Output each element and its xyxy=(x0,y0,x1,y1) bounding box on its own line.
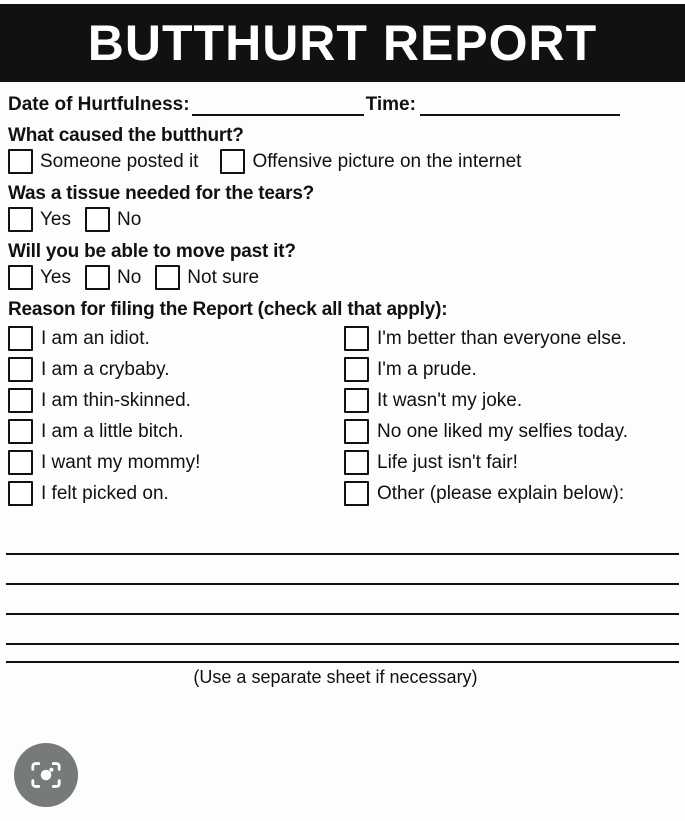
option-label: Not sure xyxy=(187,266,260,288)
reason-label: Life just isn't fair! xyxy=(377,451,518,473)
checkbox-icon[interactable] xyxy=(8,419,33,444)
option-someone-posted-it[interactable] xyxy=(8,149,220,174)
checkbox-icon[interactable] xyxy=(8,388,33,413)
form-title-bar xyxy=(0,4,685,82)
checkbox-icon[interactable] xyxy=(344,326,369,351)
explanation-line[interactable] xyxy=(6,585,679,615)
explanation-lines xyxy=(4,525,681,688)
checkbox-icon[interactable] xyxy=(8,481,33,506)
explanation-line[interactable] xyxy=(6,555,679,585)
reason-item[interactable] xyxy=(344,354,681,385)
form-body xyxy=(0,94,685,688)
date-time-line xyxy=(8,94,681,116)
footnote: (Use a separate sheet if necessary) xyxy=(193,667,478,687)
option-label: Someone posted it xyxy=(40,150,199,172)
reason-section-label: Reason for filing the Report (check all that apply): xyxy=(8,299,448,320)
reason-label: I am a crybaby. xyxy=(41,358,170,380)
checkbox-icon[interactable] xyxy=(8,357,33,382)
time-label: Time: xyxy=(365,94,416,115)
reason-item[interactable] xyxy=(8,323,344,354)
option-tissue-yes[interactable] xyxy=(8,207,85,232)
reason-item[interactable] xyxy=(8,447,344,478)
reason-column-right xyxy=(344,323,681,509)
checkbox-icon[interactable] xyxy=(344,388,369,413)
reason-item[interactable] xyxy=(344,416,681,447)
checkbox-icon[interactable] xyxy=(8,450,33,475)
option-label: Offensive picture on the internet xyxy=(252,150,522,172)
reason-item[interactable] xyxy=(8,416,344,447)
option-label: No xyxy=(117,208,142,230)
checkbox-icon[interactable] xyxy=(8,326,33,351)
option-label: No xyxy=(117,266,142,288)
reason-label: Other (please explain below): xyxy=(377,482,625,504)
page-title: BUTTHURT REPORT xyxy=(87,15,598,71)
checkbox-icon[interactable] xyxy=(85,207,110,232)
google-lens-button[interactable] xyxy=(14,743,78,807)
checkbox-icon[interactable] xyxy=(344,481,369,506)
question-3-options xyxy=(8,265,681,290)
checkbox-icon[interactable] xyxy=(8,207,33,232)
reason-checklist xyxy=(8,323,681,509)
reason-label: No one liked my selfies today. xyxy=(377,420,628,442)
option-move-past-not-sure[interactable] xyxy=(155,265,273,290)
reason-label: I'm a prude. xyxy=(377,358,477,380)
checkbox-icon[interactable] xyxy=(344,419,369,444)
option-move-past-no[interactable] xyxy=(85,265,155,290)
option-label: Yes xyxy=(40,266,71,288)
checkbox-icon[interactable] xyxy=(8,149,33,174)
reason-label: I am thin-skinned. xyxy=(41,389,191,411)
reason-item[interactable] xyxy=(8,385,344,416)
option-move-past-yes[interactable] xyxy=(8,265,85,290)
reason-label: I want my mommy! xyxy=(41,451,201,473)
option-label: Yes xyxy=(40,208,71,230)
reason-item[interactable] xyxy=(344,447,681,478)
butthurt-report-form xyxy=(0,4,685,821)
explanation-line[interactable] xyxy=(6,615,679,645)
reason-label: I'm better than everyone else. xyxy=(377,327,627,349)
reason-column-left xyxy=(8,323,344,509)
reason-item[interactable] xyxy=(344,323,681,354)
reason-item[interactable] xyxy=(344,385,681,416)
reason-item[interactable] xyxy=(344,478,681,509)
reason-label: I am an idiot. xyxy=(41,327,150,349)
checkbox-icon[interactable] xyxy=(344,357,369,382)
checkbox-icon[interactable] xyxy=(220,149,245,174)
checkbox-icon[interactable] xyxy=(344,450,369,475)
question-1-options xyxy=(8,149,681,174)
option-tissue-no[interactable] xyxy=(85,207,155,232)
question-3-label: Will you be able to move past it? xyxy=(8,241,296,262)
explanation-line[interactable] xyxy=(6,525,679,555)
question-2-label: Was a tissue needed for the tears? xyxy=(8,183,315,204)
checkbox-icon[interactable] xyxy=(85,265,110,290)
question-2-options xyxy=(8,207,681,232)
question-1-label: What caused the butthurt? xyxy=(8,125,244,146)
reason-label: I felt picked on. xyxy=(41,482,169,504)
lens-icon xyxy=(28,757,64,793)
explanation-line[interactable] xyxy=(6,645,679,663)
checkbox-icon[interactable] xyxy=(8,265,33,290)
reason-item[interactable] xyxy=(8,478,344,509)
reason-label: It wasn't my joke. xyxy=(377,389,523,411)
checkbox-icon[interactable] xyxy=(155,265,180,290)
option-offensive-picture[interactable] xyxy=(220,149,543,174)
reason-item[interactable] xyxy=(8,354,344,385)
date-of-hurtfulness-input[interactable] xyxy=(192,102,364,116)
reason-label: I am a little bitch. xyxy=(41,420,184,442)
date-of-hurtfulness-label: Date of Hurtfulness: xyxy=(8,94,190,115)
time-input[interactable] xyxy=(420,102,620,116)
